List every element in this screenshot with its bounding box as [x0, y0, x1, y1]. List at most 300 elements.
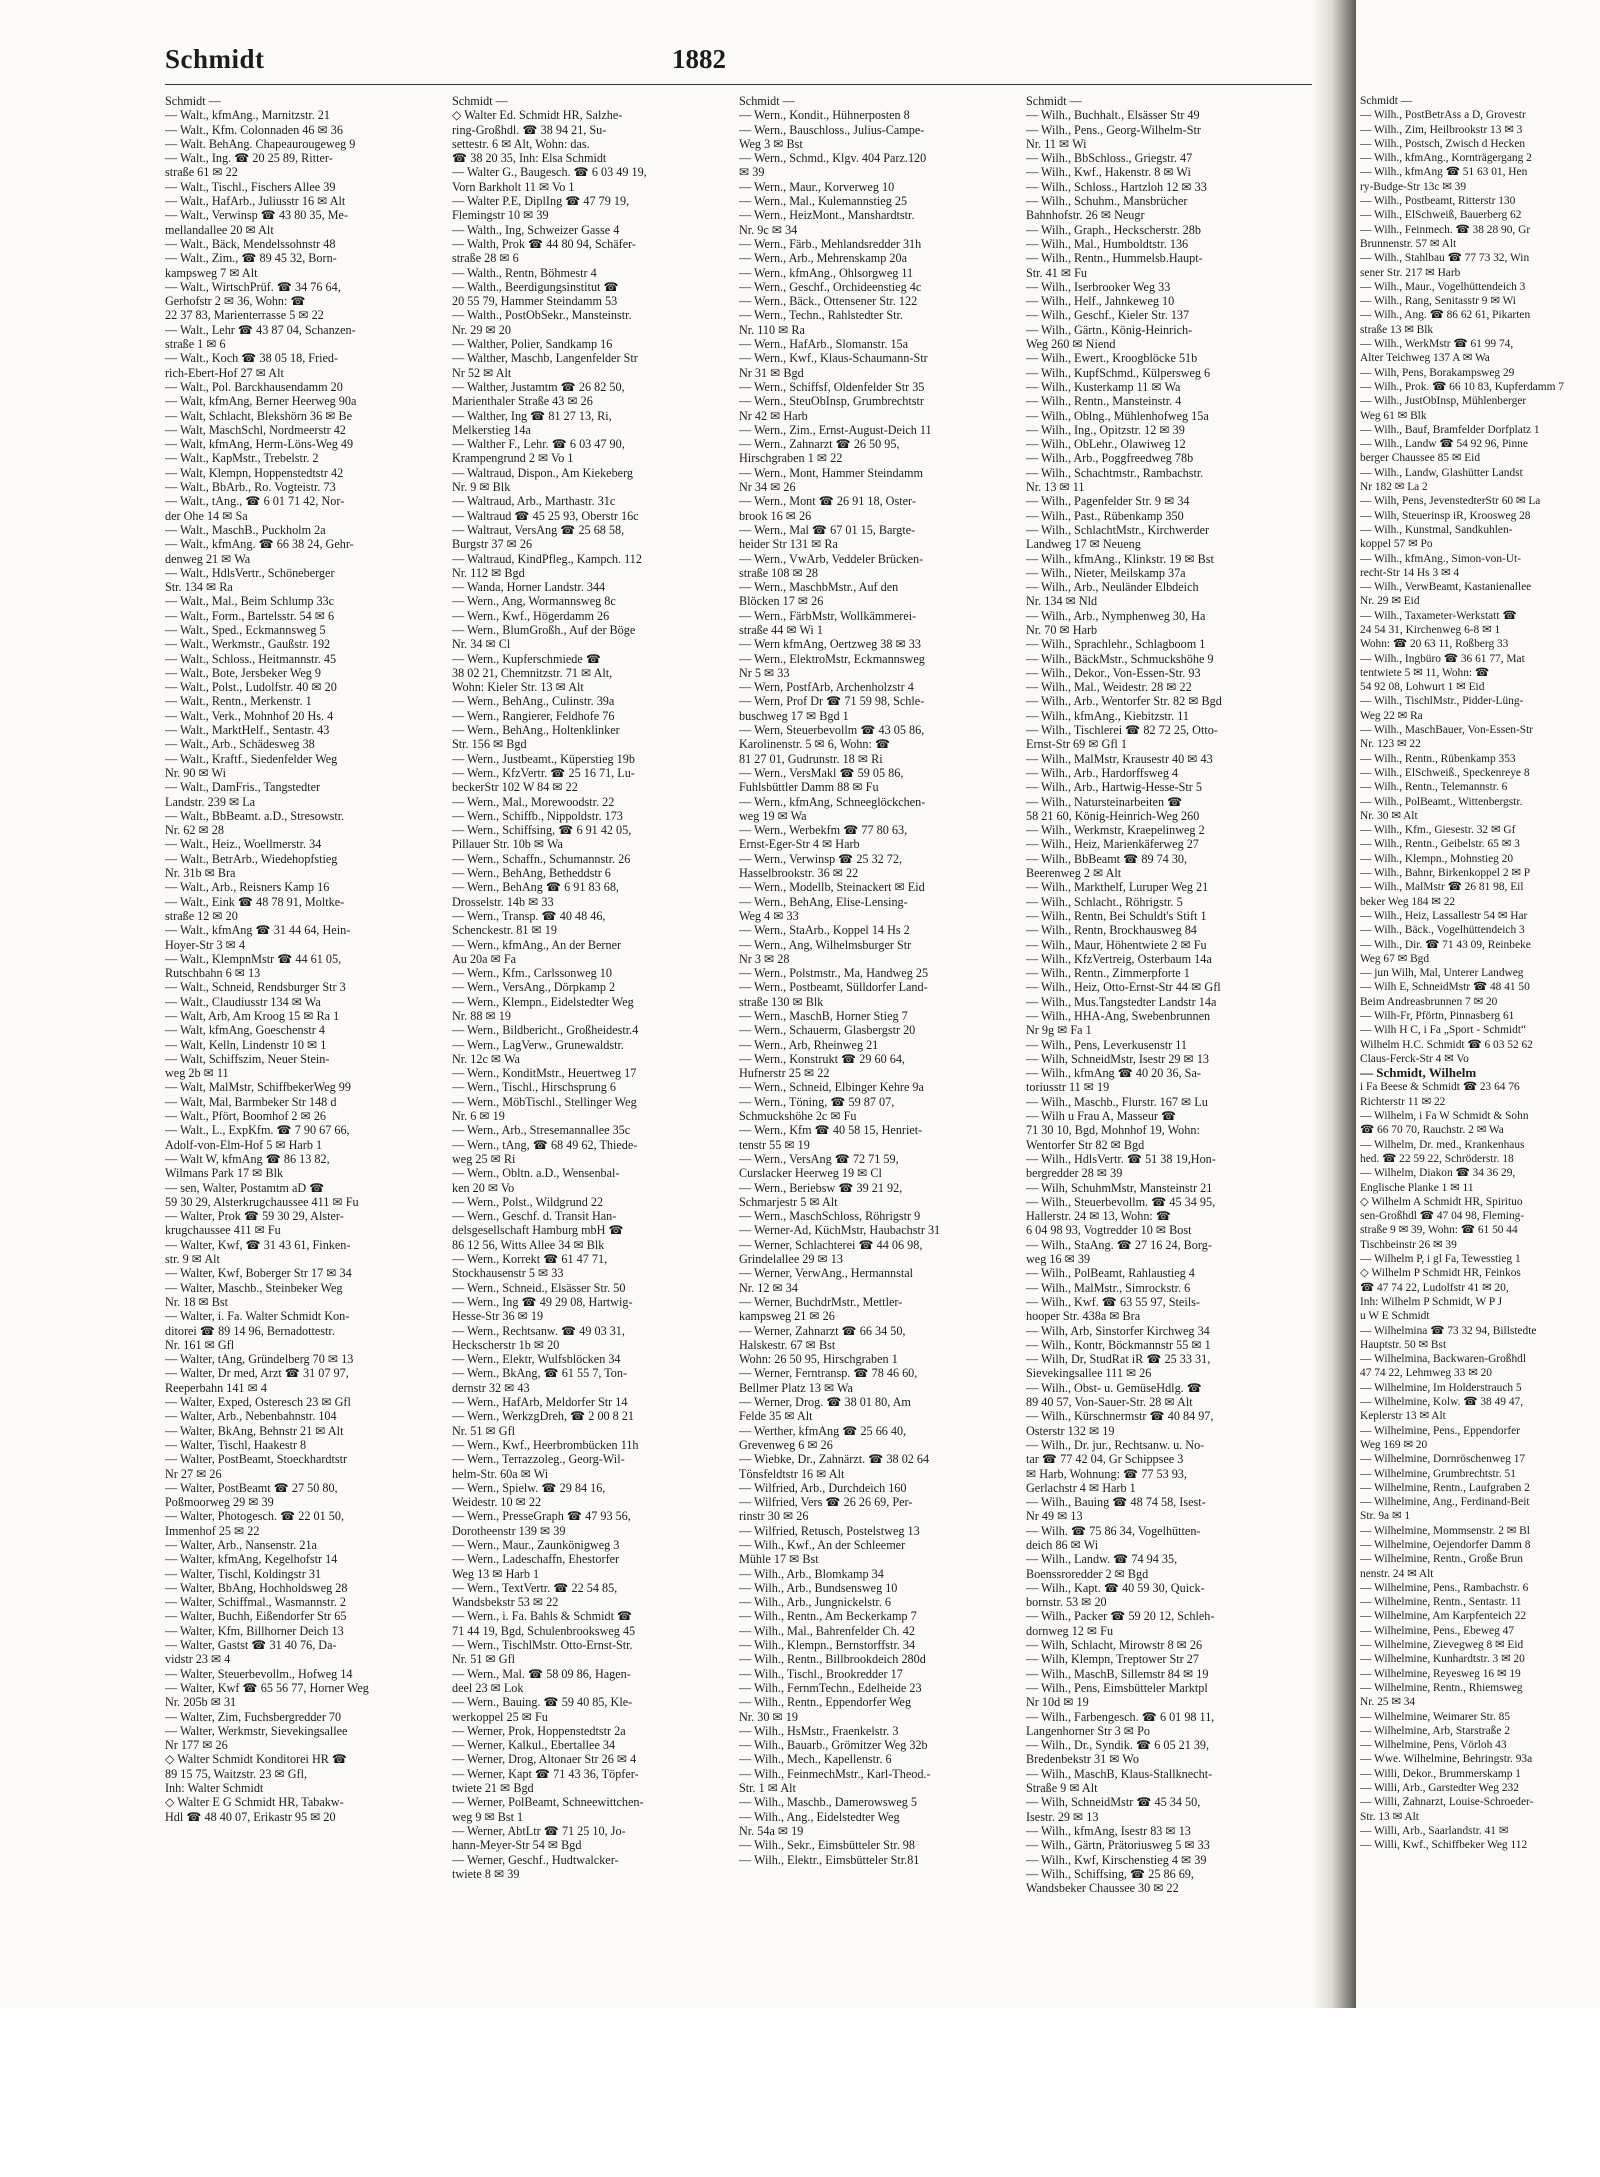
directory-entry-line: krugchaussee 411 ✉ Fu [165, 1223, 281, 1238]
directory-entry-line: — Wern., VwArb, Veddeler Brücken- [739, 551, 924, 566]
directory-entry-line: — Wilh H C, i Fa „Sport - Schmidt“ [1360, 1024, 1527, 1037]
directory-entry-line: Wohn: ☎ 20 63 11, Roßberg 33 [1360, 638, 1509, 651]
directory-entry-line: — Wern., BkAng, ☎ 61 55 7, Ton- [452, 1366, 628, 1381]
directory-entry-line: — Walter P.E, DiplIng ☎ 47 79 19, [452, 194, 630, 209]
directory-entry-line: — Wilh., Pens, Leverkusenstr 11 [1026, 1037, 1187, 1052]
directory-entry-line: Nr. 30 ✉ 19 [739, 1709, 798, 1724]
directory-entry-line: Flemingstr 10 ✉ 39 [452, 208, 549, 223]
directory-entry-line: Weg 13 ✉ Harb 1 [452, 1566, 540, 1581]
directory-entry-line: Gerlachstr 4 ✉ Harb 1 [1026, 1480, 1136, 1495]
directory-entry-line: — Walt., Arb., Schädesweg 38 [165, 737, 315, 752]
directory-entry-line: — Walt, Schiffszim, Neuer Stein- [165, 1051, 330, 1066]
directory-entry-line: settestr. 6 ✉ Alt, Wohn: das. [452, 136, 590, 151]
directory-entry-line: — Walt., KlempnMstr ☎ 44 61 05, [165, 951, 342, 966]
directory-entry-line: — Wilh., Pagenfelder Str. 9 ✉ 34 [1026, 494, 1190, 509]
directory-entry-line: — Walter, Prok ☎ 59 30 29, Alster- [165, 1209, 344, 1224]
directory-entry-line: — Wern., Arb., Stresemannallee 35c [452, 1123, 631, 1138]
directory-entry-line: — Wern., BehAng, Betheddstr 6 [452, 866, 611, 881]
directory-entry-line: — Wilh., Mus.Tangstedter Landstr 14a [1026, 994, 1217, 1009]
directory-entry-line: — Walt., HafArb., Juliusstr 16 ✉ Alt [165, 194, 346, 209]
directory-entry-line: Hallerstr. 24 ✉ 13, Wohn: ☎ [1026, 1209, 1172, 1224]
directory-entry-line: — Wilfried, Vers ☎ 26 26 69, Per- [739, 1495, 913, 1510]
directory-entry-line: Nr 34 ✉ 26 [739, 480, 796, 495]
directory-entry-line: — Wwe. Wilhelmine, Behringstr. 93a [1360, 1753, 1533, 1766]
directory-entry-line: beckerStr 102 W 84 ✉ 22 [452, 780, 578, 795]
directory-entry-line: straße 108 ✉ 28 [739, 565, 818, 580]
directory-entry-line: — Wilh., Ing., Opitzstr. 12 ✉ 39 [1026, 422, 1185, 437]
directory-entry-line: — Wilh, Dr, StudRat iR ☎ 25 33 31, [1026, 1352, 1211, 1367]
directory-entry-line: — Wern., kfmAng., Ohlsorgweg 11 [739, 265, 914, 280]
directory-entry-line: — Wern., Kwf., Heerbrombücken 11h [452, 1437, 639, 1452]
directory-entry-line: — Walther, Justamtm ☎ 26 82 50, [452, 379, 625, 394]
directory-entry-line: ry-Budge-Str 13c ✉ 39 [1360, 180, 1467, 193]
directory-entry-line: — Wilh., Heiz, Otto-Ernst-Str 44 ✉ Gfl [1026, 980, 1221, 995]
directory-entry-line: — sen, Walter, Postamtm aD ☎ [165, 1180, 325, 1195]
directory-entry-line: — Wern., Mal. ☎ 58 09 86, Hagen- [452, 1666, 631, 1681]
directory-entry-line: — Wilh., VerwBeamt, Kastanienallee [1360, 581, 1532, 594]
directory-entry-line: Nr. 12c ✉ Wa [452, 1051, 520, 1066]
directory-entry-line: — Wilh., TischlMstr., Pidder-Lüng- [1360, 695, 1524, 708]
directory-entry-line: — Wern., kfmAng., An der Berner [452, 937, 622, 952]
directory-entry-line: Nr. 62 ✉ 28 [165, 823, 224, 838]
directory-entry-line: — Wilhelmine, Dornröschenweg 17 [1360, 1453, 1526, 1466]
directory-entry-line: Tönsfeldtstr 16 ✉ Alt [739, 1466, 845, 1481]
directory-entry-line: Weg 4 ✉ 33 [739, 908, 799, 923]
directory-entry-line: — Wilh., Heiz, Marienkäferweg 27 [1026, 837, 1199, 852]
directory-entry-line: — Walt., Verwinsp ☎ 43 80 35, Me- [165, 208, 349, 223]
directory-entry-line: — Walter G., Baugesch. ☎ 6 03 49 19, [452, 165, 647, 180]
directory-entry-line: — Wilh E, SchneidMstr ☎ 48 41 50 [1360, 981, 1530, 994]
directory-entry-line: 86 12 56, Witts Allee 34 ✉ Blk [452, 1237, 605, 1252]
directory-entry-line: — Wilh., Pens., Georg-Wilhelm-Str [1026, 122, 1201, 137]
directory-entry-line: Nr. 30 ✉ Alt [1360, 809, 1418, 822]
directory-entry-line: Hoyer-Str 3 ✉ 4 [165, 937, 246, 952]
directory-entry-line: Marienthaler Straße 43 ✉ 26 [452, 394, 593, 409]
directory-entry-line: ◇ Wilhelm A Schmidt HR, Spirituo [1360, 1195, 1523, 1208]
directory-entry-line: 59 30 29, Alsterkrugchaussee 411 ✉ Fu [165, 1194, 359, 1209]
directory-entry-line: — Wilh., Buchhalt., Elsässer Str 49 [1026, 108, 1200, 123]
directory-entry-line: — Wilh, Arb, Sinstorfer Kirchweg 34 [1026, 1323, 1210, 1338]
directory-entry-line: — Walth., Rentn, Böhmestr 4 [452, 265, 597, 280]
directory-entry-line: — Wern., Terrazzoleg., Georg-Wil- [452, 1452, 625, 1467]
directory-entry-line: — Wern., Modellb, Steinackert ✉ Eid [739, 880, 925, 895]
directory-entry-line: — Wilh., WerkMstr ☎ 61 99 74, [1360, 338, 1514, 351]
directory-entry-line: — Werner, Kalkul., Ebertallee 34 [452, 1738, 616, 1753]
directory-entry-line: Nr 31 ✉ Bgd [739, 365, 804, 380]
directory-entry-line: ken 20 ✉ Vo [452, 1180, 515, 1195]
directory-entry-line: — Wilh., BbBeamt ☎ 89 74 30, [1026, 851, 1188, 866]
directory-entry-line: ◇ Walter Ed. Schmidt HR, Salzhe- [452, 108, 623, 123]
directory-entry-line: — Walt., kfmAng., Marnitzstr. 21 [165, 108, 330, 123]
directory-entry-line: Burgstr 37 ✉ 26 [452, 537, 533, 552]
directory-entry-line: — Wern., BehAng ☎ 6 91 83 68, [452, 880, 619, 895]
directory-entry-line: Stockhausenstr 5 ✉ 33 [452, 1266, 564, 1281]
directory-entry-line: Gerhofstr 2 ✉ 36, Wohn: ☎ [165, 294, 306, 309]
directory-entry-line: — Wilh, SchneidMstr ☎ 45 34 50, [1026, 1795, 1201, 1810]
directory-entry-line: weg 25 ✉ Ri [452, 1151, 516, 1166]
directory-entry-line: — Walter, Werkmstr, Sievekingsallee [165, 1723, 348, 1738]
directory-entry-line: — Wilhelmine, Mommsenstr. 2 ✉ Bl [1360, 1524, 1530, 1537]
directory-entry-line: beker Weg 184 ✉ 22 [1360, 895, 1456, 908]
directory-entry-line: — Wilh., Kusterkamp 11 ✉ Wa [1026, 379, 1181, 394]
directory-entry-line: — Wilh., Arb., Blomkamp 34 [739, 1566, 884, 1581]
directory-entry-line: Osterstr 132 ✉ 19 [1026, 1423, 1115, 1438]
directory-entry-line: — Werner, AbtLtr ☎ 71 25 10, Jo- [452, 1823, 626, 1838]
directory-entry-line: — Werner, Geschf., Hudtwalcker- [452, 1852, 619, 1867]
directory-entry-line: — Waltraud, Dispon., Am Kiekeberg [452, 465, 634, 480]
directory-entry-line: Felde 35 ✉ Alt [739, 1409, 813, 1424]
directory-entry-line: — Wilh., Rentn., Rübenkamp 353 [1360, 752, 1516, 765]
directory-entry-line: — Wern., Zim., Ernst-August-Deich 11 [739, 422, 932, 437]
directory-entry-line: — Wilh., Maschb., Damerowsweg 5 [739, 1795, 918, 1810]
directory-entry-line: — Wilh., Mal., Weidestr. 28 ✉ 22 [1026, 680, 1192, 695]
directory-entry-line: — Wern., KfzVertr. ☎ 25 16 71, Lu- [452, 765, 635, 780]
directory-entry-line: — Wern., BehAng, Elise-Lensing- [739, 894, 908, 909]
directory-entry-line: Englische Planke 1 ✉ 11 [1360, 1181, 1474, 1194]
directory-entry-line: — Werner, VerwAng., Hermannstal [739, 1266, 914, 1281]
directory-entry-line: — Wern., Ing ☎ 49 29 08, Hartwig- [452, 1294, 633, 1309]
directory-entry-line: — Wilhelmine, Arb, Starstraße 2 [1360, 1724, 1510, 1737]
directory-entry-line: — Walter, PostBeamt, Stoeckhardtstr [165, 1452, 348, 1467]
directory-entry-line: — Wilh., MalMstr, Krausestr 40 ✉ 43 [1026, 751, 1213, 766]
directory-entry-line: denweg 21 ✉ Wa [165, 551, 251, 566]
directory-entry-line: — Wilh., PostBetrAss a D, Grovestr [1360, 109, 1526, 122]
directory-entry-line: — Wern., Polstmstr., Ma, Handweg 25 [739, 966, 929, 981]
directory-entry-line: — Walter, BbAng, Hochholdsweg 28 [165, 1580, 348, 1595]
directory-entry-line: Nr. 34 ✉ Cl [452, 637, 511, 652]
directory-entry-line: — Wilh, Pens, Borakampsweg 29 [1360, 366, 1515, 379]
directory-entry-line: — Walt., Bote, Jersbeker Weg 9 [165, 665, 321, 680]
directory-entry-line: — Wern., Kwf., Klaus-Schaumann-Str [739, 351, 928, 366]
directory-entry-line: — Wilhelm, Diakon ☎ 34 36 29, [1360, 1167, 1516, 1180]
directory-entry-line: — Walter, i. Fa. Walter Schmidt Kon- [165, 1309, 350, 1324]
directory-entry-line: — Walt., Tischl., Fischers Allee 39 [165, 179, 336, 194]
directory-entry-line: Nr 5 ✉ 33 [739, 665, 790, 680]
directory-entry-line: Immenhof 25 ✉ 22 [165, 1523, 260, 1538]
directory-entry-line: — Wilh., kfmAng., Kiebitzstr. 11 [1026, 708, 1190, 723]
directory-entry-line: recht-Str 14 Hs 3 ✉ 4 [1360, 566, 1460, 579]
directory-entry-line: — Waltraud, KindPfleg., Kampch. 112 [452, 551, 642, 566]
directory-entry-line: Wilmans Park 17 ✉ Blk [165, 1166, 284, 1181]
directory-entry-line: Hesse-Str 36 ✉ 19 [452, 1309, 544, 1324]
directory-entry-line: — Walt, MaschSchl, Nordmeerstr 42 [165, 422, 346, 437]
directory-entry-line: — Wilh., Arb., Bundsensweg 10 [739, 1580, 898, 1595]
directory-entry-line: — Wern., Zahnarzt ☎ 26 50 95, [739, 437, 900, 452]
directory-entry-line: Weidestr. 10 ✉ 22 [452, 1495, 542, 1510]
directory-entry-line: — Walt., Form., Bartelsstr. 54 ✉ 6 [165, 608, 335, 623]
directory-entry-line: — Walter, PostBeamt ☎ 27 50 80, [165, 1480, 338, 1495]
directory-entry-line: — Wilh., Steuerbevollm. ☎ 45 34 95, [1026, 1194, 1216, 1209]
directory-entry-line: — Wilh., MalMstr., Simrockstr. 6 [1026, 1280, 1191, 1295]
directory-entry-line: — Wern., Ang, Wormannsweg 8c [452, 594, 616, 609]
directory-entry-line: — Wern., i. Fa. Bahls & Schmidt ☎ [452, 1609, 633, 1624]
directory-entry-line: — Wilh., Markthelf, Luruper Weg 21 [1026, 880, 1209, 895]
directory-entry-line: Straße 9 ✉ Alt [1026, 1781, 1098, 1796]
directory-entry-line: straße 130 ✉ Blk [739, 994, 824, 1009]
directory-entry-line: Schmidt — [452, 94, 508, 108]
directory-entry-line: — Wilh., Maschb., Flurstr. 167 ✉ Lu [1026, 1094, 1208, 1109]
directory-entry-line: — Walth., Beerdigungsinstitut ☎ [452, 279, 619, 294]
page-number: 1882 [672, 44, 726, 74]
directory-entry-line: — Wilh., MaschB, Klaus-Stallknecht- [1026, 1766, 1213, 1781]
directory-entry-line: Str. 134 ✉ Ra [165, 580, 233, 595]
directory-entry-line: — Wern., BlumGroßh., Auf der Böge [452, 622, 636, 637]
directory-entry-line: Au 20a ✉ Fa [452, 951, 517, 966]
directory-entry-line: weg 9 ✉ Bst 1 [452, 1809, 524, 1824]
directory-entry-line: — Wern., Kondit., Hühnerposten 8 [739, 108, 910, 123]
directory-entry-line: Wentorfer Str 82 ✉ Bgd [1026, 1137, 1145, 1152]
directory-entry-line: Nr. 25 ✉ 34 [1360, 1696, 1416, 1709]
directory-entry-line: — Wilh., HsMstr., Fraenkelstr. 3 [739, 1723, 899, 1738]
directory-entry-line: — Wilh-Fr, Pförtn, Pinnasberg 61 [1360, 1010, 1515, 1022]
directory-entry-line: rinstr 30 ✉ 26 [739, 1509, 809, 1524]
directory-entry-line: — Wilh, Klempn, Treptower Str 27 [1026, 1652, 1199, 1667]
directory-entry-line: 58 21 60, König-Heinrich-Weg 260 [1026, 808, 1200, 823]
directory-entry-line: — Wilh., Maur, Höhentwiete 2 ✉ Fu [1026, 937, 1207, 952]
directory-entry-line: — Walth., PostObSekr., Mansteinstr. [452, 308, 632, 323]
directory-entry-line: 54 92 08, Lohwurt 1 ✉ Eid [1360, 681, 1485, 694]
directory-entry-line: u W E Schmidt [1360, 1310, 1430, 1323]
directory-entry-line: Schmarjestr 5 ✉ Alt [739, 1194, 838, 1209]
directory-entry-line: Schmidt — [739, 94, 795, 108]
directory-entry-line: — Wilh., Feinmech. ☎ 38 28 90, Gr [1360, 223, 1531, 236]
directory-entry-line: — Waltraud ☎ 45 25 93, Oberstr 16c [452, 508, 639, 523]
directory-entry-line: — Wern kfmAng, Oertzweg 38 ✉ 33 [739, 637, 921, 652]
directory-entry-line: — Wern., Bildbericht., Großheidestr.4 [452, 1023, 639, 1038]
directory-entry-line: — Wilh., Obst- u. GemüseHdlg. ☎ [1026, 1380, 1202, 1395]
directory-entry-line: Adolf-von-Elm-Hof 5 ✉ Harb 1 [165, 1137, 323, 1152]
directory-entry-line: kampsweg 7 ✉ Alt [165, 265, 258, 280]
directory-entry-line: Wohn: Kieler Str. 13 ✉ Alt [452, 680, 584, 695]
directory-entry-line: — Wern., Justbeamt., Küperstieg 19b [452, 751, 635, 766]
directory-entry-line: Hirschgraben 1 ✉ 22 [739, 451, 843, 466]
directory-entry-line: — Wilh., Arb., Hartwig-Hesse-Str 5 [1026, 780, 1202, 795]
directory-entry-line: — Wilh., kfmAng ☎ 51 63 01, Hen [1360, 166, 1528, 179]
directory-entry-line: — Wilh., Dekor., Von-Essen-Str. 93 [1026, 665, 1201, 680]
directory-entry-line: Nr 27 ✉ 26 [165, 1466, 222, 1481]
directory-entry-line: hann-Meyer-Str 54 ✉ Bgd [452, 1838, 582, 1853]
directory-entry-line: Karolinenstr. 5 ✉ 6, Wohn: ☎ [739, 737, 891, 752]
directory-entry-line: — Wilh., Kwf. ☎ 63 55 97, Steils- [1026, 1294, 1200, 1309]
directory-entry-line: tar ☎ 77 42 04, Gr Schippsee 3 [1026, 1452, 1184, 1467]
directory-entry-line: Nr 9g ✉ Fa 1 [1026, 1023, 1092, 1038]
directory-entry-line: — Wern., Geschf. d. Transit Han- [452, 1209, 617, 1224]
directory-entry-line: — Wern., Kfm ☎ 40 58 15, Henriet- [739, 1123, 923, 1138]
directory-entry-line: str. 9 ✉ Alt [165, 1252, 220, 1267]
directory-entry-line: — Wilh., Kunstmal, Sandkuhlen- [1360, 523, 1513, 536]
directory-entry-line: — Wern., Beriebsw ☎ 39 21 92, [739, 1180, 903, 1195]
directory-entry-line: Krampengrund 2 ✉ Vo 1 [452, 451, 574, 466]
directory-entry-line: vidstr 23 ✉ 4 [165, 1652, 231, 1667]
directory-entry-line: — Wilh., Schiffsing, ☎ 25 86 69, [1026, 1866, 1194, 1881]
directory-entry-line: — Walt., Schneid, Rendsburger Str 3 [165, 980, 346, 995]
directory-entry-line: — Wern., Spielw. ☎ 29 84 16, [452, 1480, 606, 1495]
directory-entry-line: Wohn: 26 50 95, Hirschgraben 1 [739, 1352, 898, 1367]
directory-entry-line: Claus-Ferck-Str 4 ✉ Vo [1360, 1052, 1469, 1065]
directory-entry-line: Str. 156 ✉ Bgd [452, 737, 527, 752]
directory-entry-line: — Wilh., JustObInsp, Mühlenberger [1360, 395, 1527, 408]
header-rule [165, 84, 1355, 85]
directory-entry-line: — Wilhelmine, Kolw. ☎ 38 49 47, [1360, 1396, 1524, 1409]
directory-entry-line: — Wanda, Horner Landstr. 344 [452, 580, 606, 595]
directory-entry-line: — Wilh u Frau A, Masseur ☎ [1026, 1109, 1177, 1124]
directory-entry-line: — Walt., L., ExpKfm. ☎ 7 90 67 66, [165, 1123, 350, 1138]
directory-entry-line: — Wilh., Postbeamt, Ritterstr 130 [1360, 195, 1516, 208]
directory-entry-line: — Wern., Schauerm, Glasbergstr 20 [739, 1023, 916, 1038]
directory-entry-line: — Walt, kfmAng, Berner Heerweg 90a [165, 394, 357, 409]
directory-entry-line: — Wilh., Graph., Heckscherstr. 28b [1026, 222, 1201, 237]
directory-entry-line: — Wern., Geschf., Orchideenstieg 4c [739, 279, 922, 294]
directory-entry-line: — Walt., Lehr ☎ 43 87 04, Schanzen- [165, 322, 356, 337]
directory-entry-line: — Werner, Kapt ☎ 71 43 36, Töpfer- [452, 1766, 639, 1781]
directory-entry-line: — Waltraud, Arb., Marthastr. 31c [452, 494, 616, 509]
directory-entry-line: Schmuckshöhe 2c ✉ Fu [739, 1109, 857, 1124]
directory-entry-line: — Wilfried, Retusch, Postelstweg 13 [739, 1523, 920, 1538]
directory-entry-line: — Wern., KonditMstr., Heuertweg 17 [452, 1066, 637, 1081]
directory-entry-line: — Walt., Verk., Mohnhof 20 Hs. 4 [165, 708, 334, 723]
directory-entry-line: Nr. 29 ✉ 20 [452, 322, 511, 337]
directory-entry-line: — Walter, Zim, Fuchsbergredder 70 [165, 1709, 342, 1724]
directory-entry-line: bornstr. 53 ✉ 20 [1026, 1595, 1107, 1610]
directory-entry-line: Str. 13 ✉ Alt [1360, 1810, 1419, 1823]
directory-entry-line: — Wilhelmina, Backwaren-Großhdl [1360, 1353, 1527, 1366]
directory-entry-line: — Wilh., Schuhm., Mansbrücher [1026, 194, 1188, 209]
directory-entry-line: — Wilh., Sekr., Eimsbütteler Str. 98 [739, 1838, 915, 1853]
directory-entry-line: Dorotheenstr 139 ✉ 39 [452, 1523, 566, 1538]
directory-entry-line: — Wern., LagVerw., Grunewaldstr. [452, 1037, 624, 1052]
directory-entry-line: Str. 41 ✉ Fu [1026, 265, 1088, 280]
directory-entry-line: — Werner, Drog, Altonaer Str 26 ✉ 4 [452, 1752, 637, 1767]
directory-entry-line: kampsweg 21 ✉ 26 [739, 1309, 835, 1324]
directory-entry-line: Nr. 70 ✉ Harb [1026, 622, 1098, 637]
directory-entry-line: — Wilh., Arb., Hardorffsweg 4 [1026, 765, 1179, 780]
directory-entry-line: 71 44 19, Bgd, Schulenbrooksweg 45 [452, 1623, 636, 1638]
directory-entry-line: — Wilh., kfmAng ☎ 40 20 36, Sa- [1026, 1066, 1201, 1081]
directory-entry-line: — Wilh., kfmAng., Simon-von-Ut- [1360, 552, 1522, 565]
directory-entry-line: — Wilh., Bauarb., Grömitzer Weg 32b [739, 1738, 928, 1753]
directory-entry-line: 6 04 98 93, Vogtredder 10 ✉ Bost [1026, 1223, 1192, 1238]
directory-entry-line: — Wilh., Heiz, Lassallestr 54 ✉ Har [1360, 909, 1528, 922]
directory-entry-line: — Wilh., BäckMstr., Schmuckshöhe 9 [1026, 651, 1214, 666]
directory-entry-line: der Ohe 14 ✉ Sa [165, 508, 248, 523]
directory-entry-line: — Wern., BehAng., Holtenklinker [452, 723, 620, 738]
directory-entry-line: — Walter, Tischl, Haakestr 8 [165, 1437, 307, 1452]
directory-entry-line: Schmidt — [1026, 94, 1082, 108]
directory-entry-line: — Walt., BbArb., Ro. Vogteistr. 73 [165, 480, 336, 495]
directory-entry-line: — Wern., VersAng., Dörpkamp 2 [452, 980, 616, 995]
directory-entry-line: — Wilh., Sprachlehr., Schlagboom 1 [1026, 637, 1206, 652]
directory-entry-line: — Walt., WirtschPrüf. ☎ 34 76 64, [165, 279, 341, 294]
directory-entry-line: — Walter, Kwf, Boberger Str 17 ✉ 34 [165, 1266, 352, 1281]
directory-entry-line: — Wilh., KfzVertreig, Osterbaum 14a [1026, 951, 1212, 966]
directory-entry-line: — Wern., Verwinsp ☎ 25 32 72, [739, 851, 903, 866]
directory-entry-line: — Wern, PostfArb, Archenholzstr 4 [739, 680, 914, 695]
directory-entry-line: Poßmoorweg 29 ✉ 39 [165, 1495, 274, 1510]
directory-entry-line: Nr 182 ✉ La 2 [1360, 481, 1428, 494]
directory-entry-line: — Wilh., Prok. ☎ 66 10 83, Kupferdamm 7 [1360, 380, 1564, 393]
directory-entry-line: twiete 8 ✉ 39 [452, 1866, 520, 1881]
directory-entry-line: Nr 10d ✉ 19 [1026, 1695, 1089, 1710]
directory-entry-line: — Walt., Koch ☎ 38 05 18, Fried- [165, 351, 339, 366]
directory-entry-line: — Walter, Kwf ☎ 65 56 77, Horner Weg [165, 1680, 369, 1695]
directory-entry-line: hed. ☎ 22 59 22, Schröderstr. 18 [1360, 1152, 1514, 1165]
directory-entry-line: Beerenweg 2 ✉ Alt [1026, 866, 1122, 881]
directory-entry-line: — Wern., Ang, Wilhelmsburger Str [739, 937, 912, 952]
directory-entry-line: Alter Teichweg 137 A ✉ Wa [1360, 352, 1490, 365]
directory-entry-line: — Wilh., kfmAng, Isestr 83 ✉ 13 [1026, 1823, 1191, 1838]
directory-entry-line: — Wilhelmine, Im Holderstrauch 5 [1360, 1381, 1522, 1394]
directory-entry-line: — Wilh., Rentn, Brockhausweg 84 [1026, 923, 1197, 938]
directory-entry-line: — Wilh., Gärtn., König-Heinrich- [1026, 322, 1193, 337]
directory-entry-line: delsgesellschaft Hamburg mbH ☎ [452, 1223, 624, 1238]
directory-entry-line: bergredder 28 ✉ 39 [1026, 1166, 1123, 1181]
directory-entry-line: — Walt., Rentn., Merkenstr. 1 [165, 694, 312, 709]
directory-entry-line: — Wilh., Kontr, Böckmannstr 55 ✉ 1 [1026, 1337, 1211, 1352]
directory-entry-line: — Walth, Prok ☎ 44 80 94, Schäfer- [452, 236, 636, 251]
directory-entry-line: — Wilh., Past., Rübenkamp 350 [1026, 508, 1184, 523]
directory-entry-line: Nr. 13 ✉ 11 [1026, 480, 1085, 495]
directory-entry-line: — Wilh., Kapt. ☎ 40 59 30, Quick- [1026, 1580, 1205, 1595]
directory-entry-line: — Walt., tAng., ☎ 6 01 71 42, Nor- [165, 494, 345, 509]
directory-entry-line: ✉ Harb, Wohnung: ☎ 77 53 93, [1026, 1466, 1187, 1481]
directory-column-1 [165, 94, 396, 1994]
directory-entry-line: — Wilh., Tischlerei ☎ 82 72 25, Otto- [1026, 723, 1218, 738]
directory-entry-line: ☎ 47 74 22, Ludolfstr 41 ✉ 20, [1360, 1281, 1509, 1294]
directory-entry-line: — Wilh., Schlacht., Röhrigstr. 5 [1026, 894, 1183, 909]
directory-entry-line: — Wilhelmine, Kunhardtstr. 3 ✉ 20 [1360, 1653, 1525, 1666]
directory-entry-line: — Wilh., Arb., Wentorfer Str. 82 ✉ Bgd [1026, 694, 1222, 709]
directory-entry-line: rich-Ebert-Hof 27 ✉ Alt [165, 365, 284, 380]
directory-entry-line: — Wilh., PolBeamt, Rahlaustieg 4 [1026, 1266, 1195, 1281]
directory-entry-line: — Wilh., KupfSchmd., Külpersweg 6 [1026, 365, 1211, 380]
directory-entry-line: straße 13 ✉ Blk [1360, 323, 1434, 336]
directory-entry-line: — Werther, kfmAng ☎ 25 66 40, [739, 1423, 907, 1438]
directory-entry-line: — Wilh., Stahlbau ☎ 77 73 32, Win [1360, 252, 1530, 265]
directory-entry-line: — Wilh., Schloss., Hartzloh 12 ✉ 33 [1026, 179, 1207, 194]
directory-entry-line: — Walt., MaschB., Puckholm 2a [165, 522, 326, 537]
directory-entry-line: — Willi, Kwf., Schiffbeker Weg 112 [1360, 1839, 1528, 1852]
directory-entry-line: — Wern., Schiffsing, ☎ 6 91 42 05, [452, 823, 632, 838]
directory-entry-line: — Wilh., Pens, Eimsbütteler Marktpl [1026, 1680, 1208, 1695]
directory-entry-line: — Walt W, kfmAng ☎ 86 13 82, [165, 1151, 330, 1166]
directory-entry-line: Nr 42 ✉ Harb [739, 408, 808, 423]
directory-entry-line: — Wern., MaschSchloss, Röhrigstr 9 [739, 1209, 921, 1224]
directory-entry-line: — Werner, Prok, Hoppenstedtstr 2a [452, 1723, 626, 1738]
directory-entry-line: Weg 169 ✉ 20 [1360, 1438, 1428, 1451]
directory-entry-line: — Walt., Eink ☎ 48 78 91, Moltke- [165, 894, 345, 909]
directory-entry-line: — Walt, Kelln, Lindenstr 10 ✉ 1 [165, 1037, 327, 1052]
directory-entry-line: 89 40 57, Von-Sauer-Str. 28 ✉ Alt [1026, 1395, 1193, 1410]
directory-entry-line: hooper Str. 438a ✉ Bra [1026, 1309, 1141, 1324]
directory-entry-line: Nr. 9 ✉ Blk [452, 480, 511, 495]
directory-entry-line: — Wilh., Mal., Bahrenfelder Ch. 42 [739, 1623, 915, 1638]
directory-entry-line: — Wilh., Geschf., Kieler Str. 137 [1026, 308, 1190, 323]
directory-entry-line: Nr 177 ✉ 26 [165, 1738, 228, 1753]
directory-entry-line: — Walter, Photogesch. ☎ 22 01 50, [165, 1509, 345, 1524]
directory-entry-line: — Wilh., Ang. ☎ 86 62 61, Pikarten [1360, 309, 1531, 322]
directory-entry-line: straße 44 ✉ Wi 1 [739, 622, 823, 637]
directory-entry-line: Nr. 123 ✉ 22 [1360, 738, 1421, 751]
directory-entry-line: — Wilh., Farbengesch. ☎ 6 01 98 11, [1026, 1709, 1215, 1724]
directory-entry-line: — Wilh., Mech., Kapellenstr. 6 [739, 1752, 892, 1767]
directory-entry-line: — Wern., TischlMstr. Otto-Ernst-Str. [452, 1638, 633, 1653]
directory-entry-line: — Wilhelmine, Pens, Vörloh 43 [1360, 1739, 1507, 1752]
directory-entry-line: Nr. 90 ✉ Wi [165, 765, 226, 780]
directory-entry-line: — Wilhelmine, Ang., Ferdinand-Beit [1360, 1496, 1530, 1509]
directory-entry-line: — Wilh., Natursteinarbeiten ☎ [1026, 794, 1183, 809]
directory-entry-line: i Fa Beese & Schmidt ☎ 23 64 76 [1360, 1081, 1520, 1094]
directory-entry-line: — Walt., Schloss., Heitmannstr. 45 [165, 651, 337, 666]
